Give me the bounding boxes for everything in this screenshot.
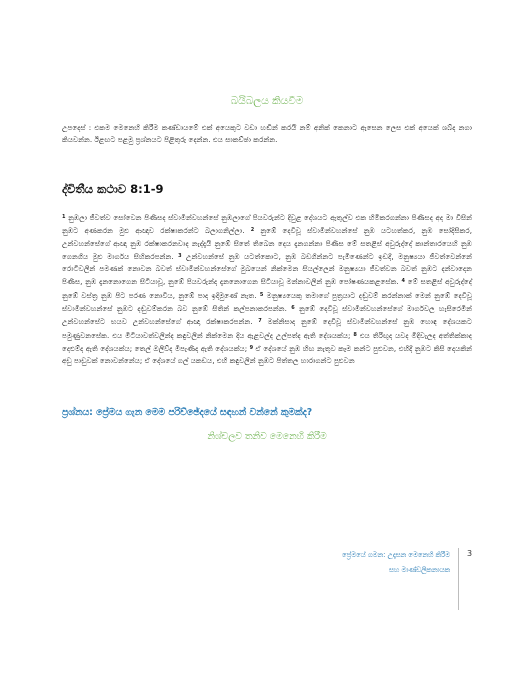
scripture-passage	[62, 211, 472, 368]
page-number: 3	[467, 549, 473, 558]
verse-number: 4	[401, 278, 405, 285]
verse-text: උන්වහන්සේ නුඹ යටත්කොට, නුඹ බඩගින්නට පැමිණෙන්ට ඉඩදී, මනුෂ්‍යයා ජීවත්වෙන්නේ රොටිවලින් පමණක් නොවන බවත් ස්වාමීන්වහන්සේගේ මුඛයෙන් නික්මෙන සියල්ලෙන් මනුෂ්‍යයා ජීවත්වන බවත් නුඹට දන්වාදෙන පිණිස, නුඹ දැනනොගෙන සිටියාවූ, නුඹේ පියවරුන්ද දැනනොගෙන සිටියාවූ මන්නාවලින් නුඹ පෝෂණයකළසේක.	[62, 251, 472, 287]
verse-text: නුඹේ දෙවිවූ ස්වාමීන්වහන්සේගේ මාර්ගවල හැසිරෙමින් උන්වහන්සේට භයව උන්වහන්සේගේ ආඥා රක්ෂාකරපන්න.	[62, 304, 472, 327]
instruction-paragraph: උපදෙස් : එකම මෙනෙහි කිරීම කණ්ඩායමේ එක් අයෙකුට වඩා හඬින් කරයි නම් අනික් කෙනාට ඇසෙන ලෙස එක් අයෙක් ශබ්ද නගා කියවන්න. ඊළඟට පළමු ප්‍රශ්නයට පිළිතුරු දෙන්න. එය සාකච්ඡා කරන්න.	[62, 123, 472, 144]
verse-number: 3	[178, 252, 182, 259]
chapter-title: ද්විතීය කථාව 8:1-9	[62, 182, 164, 196]
section-heading: බයිබලය කියවීම	[230, 95, 304, 107]
verse-text: නුඹේ දෙවිවූ ස්වාමීන්වහන්සේ නුඹ යටහත්කර, නුඹ සෝදිසිකර, උන්වහන්සේගේ ආඥා නුඹ රක්ෂාකරනවාද නැද්දැයි නුඹේ සිතේ තිබෙන දෙය දැනගන්නා පිණිස මේ සතළිස් අවුරුද්දේ කාන්තාරයෙහි නුඹ ගෙනගිය මුළු මාර්ගය සිහිකරපන්න.	[62, 226, 472, 261]
verse-text: මේ සතළිස් අවුරුද්දේ නුඹේ වස්ත්‍ර නුඹ පිට පරණ නොවිය, නුඹේ පාද ඉදිමුණේ නැත.	[62, 277, 472, 300]
meditation-heading: නිශ්චලව තනිව මෙනෙහි කිරීම	[207, 431, 327, 442]
verse-text: ඒ දේශයේ නුඹ හිඟ නැතුව කෑම කන්ට පුළුවන, එහිදී නුඹට කිසි දෙයකින් අඩු පාඩුවක් නොවන්නේය; ඒ දේශයේ ගල් යකඩය, එහි කඳුවලින් නුඹට පිත්තල හාරාගන්ට පුළුවන	[62, 343, 472, 366]
verse-text: එය තිරිඟුද යවද මිදිවැලද අත්තික්කාද දෙළුම්ද ඇති දේශයක්ය; තෙල් ඔලිව්ද මීපැණිද ඇති දේශයක්ය;	[62, 330, 472, 353]
footer-divider	[458, 548, 459, 610]
verse-number: 8	[353, 331, 357, 338]
verse-number: 9	[249, 344, 254, 351]
question-label: ප්‍රශ්නය: ප්‍රේමය ගැන මෙම පරිච්ඡේදයේ සඳහන් වන්නේ කුමක්ද?	[62, 407, 313, 418]
verse-number: 1	[62, 214, 66, 220]
verse-text: නුඹලා ජීවත්ව සෝවෙන පිණිසද ස්වාමීන්වහන්සේ නුඹලාගේ පියවරුන්ට දිවුළ දේශයට ඇතුල්ව එක හිමිකරගන්නා පිණිසද අද මා විසින් නුඹට අණකරන මුළු ආඥාව රක්ෂාකරන්ට බලාගනිල්ලා.	[62, 213, 472, 236]
verse-text: මනුෂ්‍යයෙකු තමාගේ පුත්‍රයාට දඬුවම් කරන්නාක් මෙන් නුඹේ දෙවිවූ ස්වාමීන්වහන්සේ නුඹට දඬුවම්කරන බව නුඹේ සිතින් කල්පනාකරපන්න.	[62, 290, 472, 314]
verse-number: 7	[258, 318, 262, 325]
verse-number: 5	[259, 291, 264, 298]
footer-subtitle: සහ මාණ්ඩලිකනායක	[388, 566, 450, 574]
verse-text: මක්නිසාද නුඹේ දෙවිවූ ස්වාමීන්වහන්සේ නුඹ හොඳ දේශයකට පමුණුවනසේක. එය මිටියාවත්වලින්ද කඳුවලින් නික්මෙන දිය ඇළවල්ද උල්පත්ද ඇති දේශයක්ය;	[62, 317, 472, 340]
footer-title: ප්‍රේමයේ ගමන: උදෑසන මෙනෙහි කිරීම	[342, 551, 450, 559]
verse-number: 6	[291, 305, 295, 312]
verse-number: 2	[250, 227, 255, 234]
